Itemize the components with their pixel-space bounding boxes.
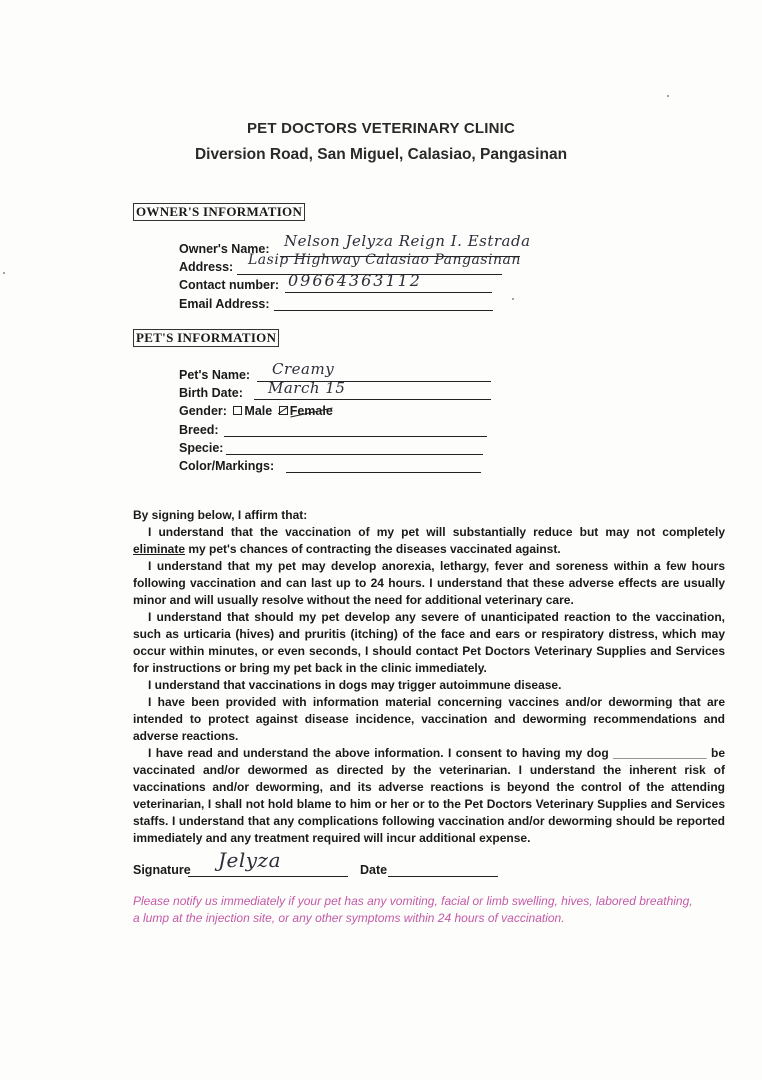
male-label: Male [244,404,273,418]
address-label: Address: [179,260,234,274]
consent-p6: I have read and understand the above information. I consent to having my dog ______________ be vaccinated and/or dewormed as directed by the veterinarian. I understand the inherent risk of vaccinations and/or deworming, and its adverse reactions is beyond the control of the attending veterinarian, I shall not hold blame to him or her or to the Pet Doctors Veterinary Supplies and Services staffs. I understand that any complications following vaccination and/or deworming should be reported immediately and any treatment required will incur additional expense. [133,746,726,845]
signature-line [188,876,348,877]
birth-date-value[interactable]: March 15 [268,379,346,397]
pet-name-value[interactable]: Creamy [272,360,335,378]
female-label: Female [289,404,333,418]
breed-label: Breed: [179,423,219,437]
gender-row [179,403,333,419]
signature-value[interactable]: Jelyza [218,848,282,872]
scan-speck [667,95,669,97]
consent-p5: I have been provided with information material concerning vaccines and/or deworming that are intended to protect against disease incidence, vaccination and deworming recommendations and adverse reactions. [133,695,725,743]
breed-line [224,436,487,437]
birth-date-line [254,399,491,400]
pet-section-title: PET'S INFORMATION [133,329,279,347]
owner-name-value[interactable]: Nelson Jelyza Reign I. Estrada [284,232,531,250]
color-line [286,472,481,473]
consent-p1: I understand that the vaccination of my pet will substantially reduce but may not completely eliminate my pet's chances of contracting the diseases vaccinated against. [133,525,725,556]
owner-section-title: OWNER'S INFORMATION [133,203,305,221]
consent-text [133,507,725,847]
color-label: Color/Markings: [179,459,275,473]
contact-line [285,292,492,293]
consent-intro: By signing below, I affirm that: [133,508,308,522]
consent-p2: I understand that my pet may develop anorexia, lethargy, fever and soreness within a few hours following vaccination and can last up to 24 hours. I understand that these adverse effects are usually minor and will usually resolve without the need for additional veterinary care. [133,559,725,607]
scan-speck [3,272,5,274]
specie-line [226,454,483,455]
date-line [388,876,498,877]
date-label: Date [360,863,388,877]
male-checkbox[interactable] [233,406,242,415]
email-line [274,310,493,311]
signature-label: Signature [133,863,191,877]
specie-label: Specie: [179,441,224,455]
symptom-notice: Please notify us immediately if your pet has any vomiting, facial or limb swelling, hives, labored breathing, a lump at the injection site, or any other symptoms within 24 hours of vaccination. [133,894,693,925]
email-label: Email Address: [179,297,270,311]
owner-name-label: Owner's Name: [179,242,270,256]
consent-p3: I understand that should my pet develop any severe of unanticipated reaction to the vaccination, such as urticaria (hives) and pruritis (itching) of the face and ears or respiratory distress, which may occur within minutes, or even seconds, I should contact Pet Doctors Veterinary Supplies and Services for instructions or bring my pet back in the clinic immediately. [133,610,725,675]
clinic-address: Diversion Road, San Miguel, Calasiao, Pangasinan [194,146,568,163]
consent-p4: I understand that vaccinations in dogs may trigger autoimmune disease. [148,678,562,692]
address-value[interactable]: Lasip Highway Calasiao Pangasinan [248,252,521,268]
contact-label: Contact number: [179,278,279,292]
dog-name-blank[interactable]: ______________ [613,746,707,760]
birth-date-label: Birth Date: [179,386,243,400]
scan-speck [512,298,514,300]
pet-name-label: Pet's Name: [179,368,251,382]
contact-value[interactable]: 09664363112 [288,271,422,290]
gender-label: Gender: [179,404,227,418]
clinic-name: PET DOCTORS VETERINARY CLINIC [246,120,516,137]
female-checkbox[interactable] [279,406,288,415]
